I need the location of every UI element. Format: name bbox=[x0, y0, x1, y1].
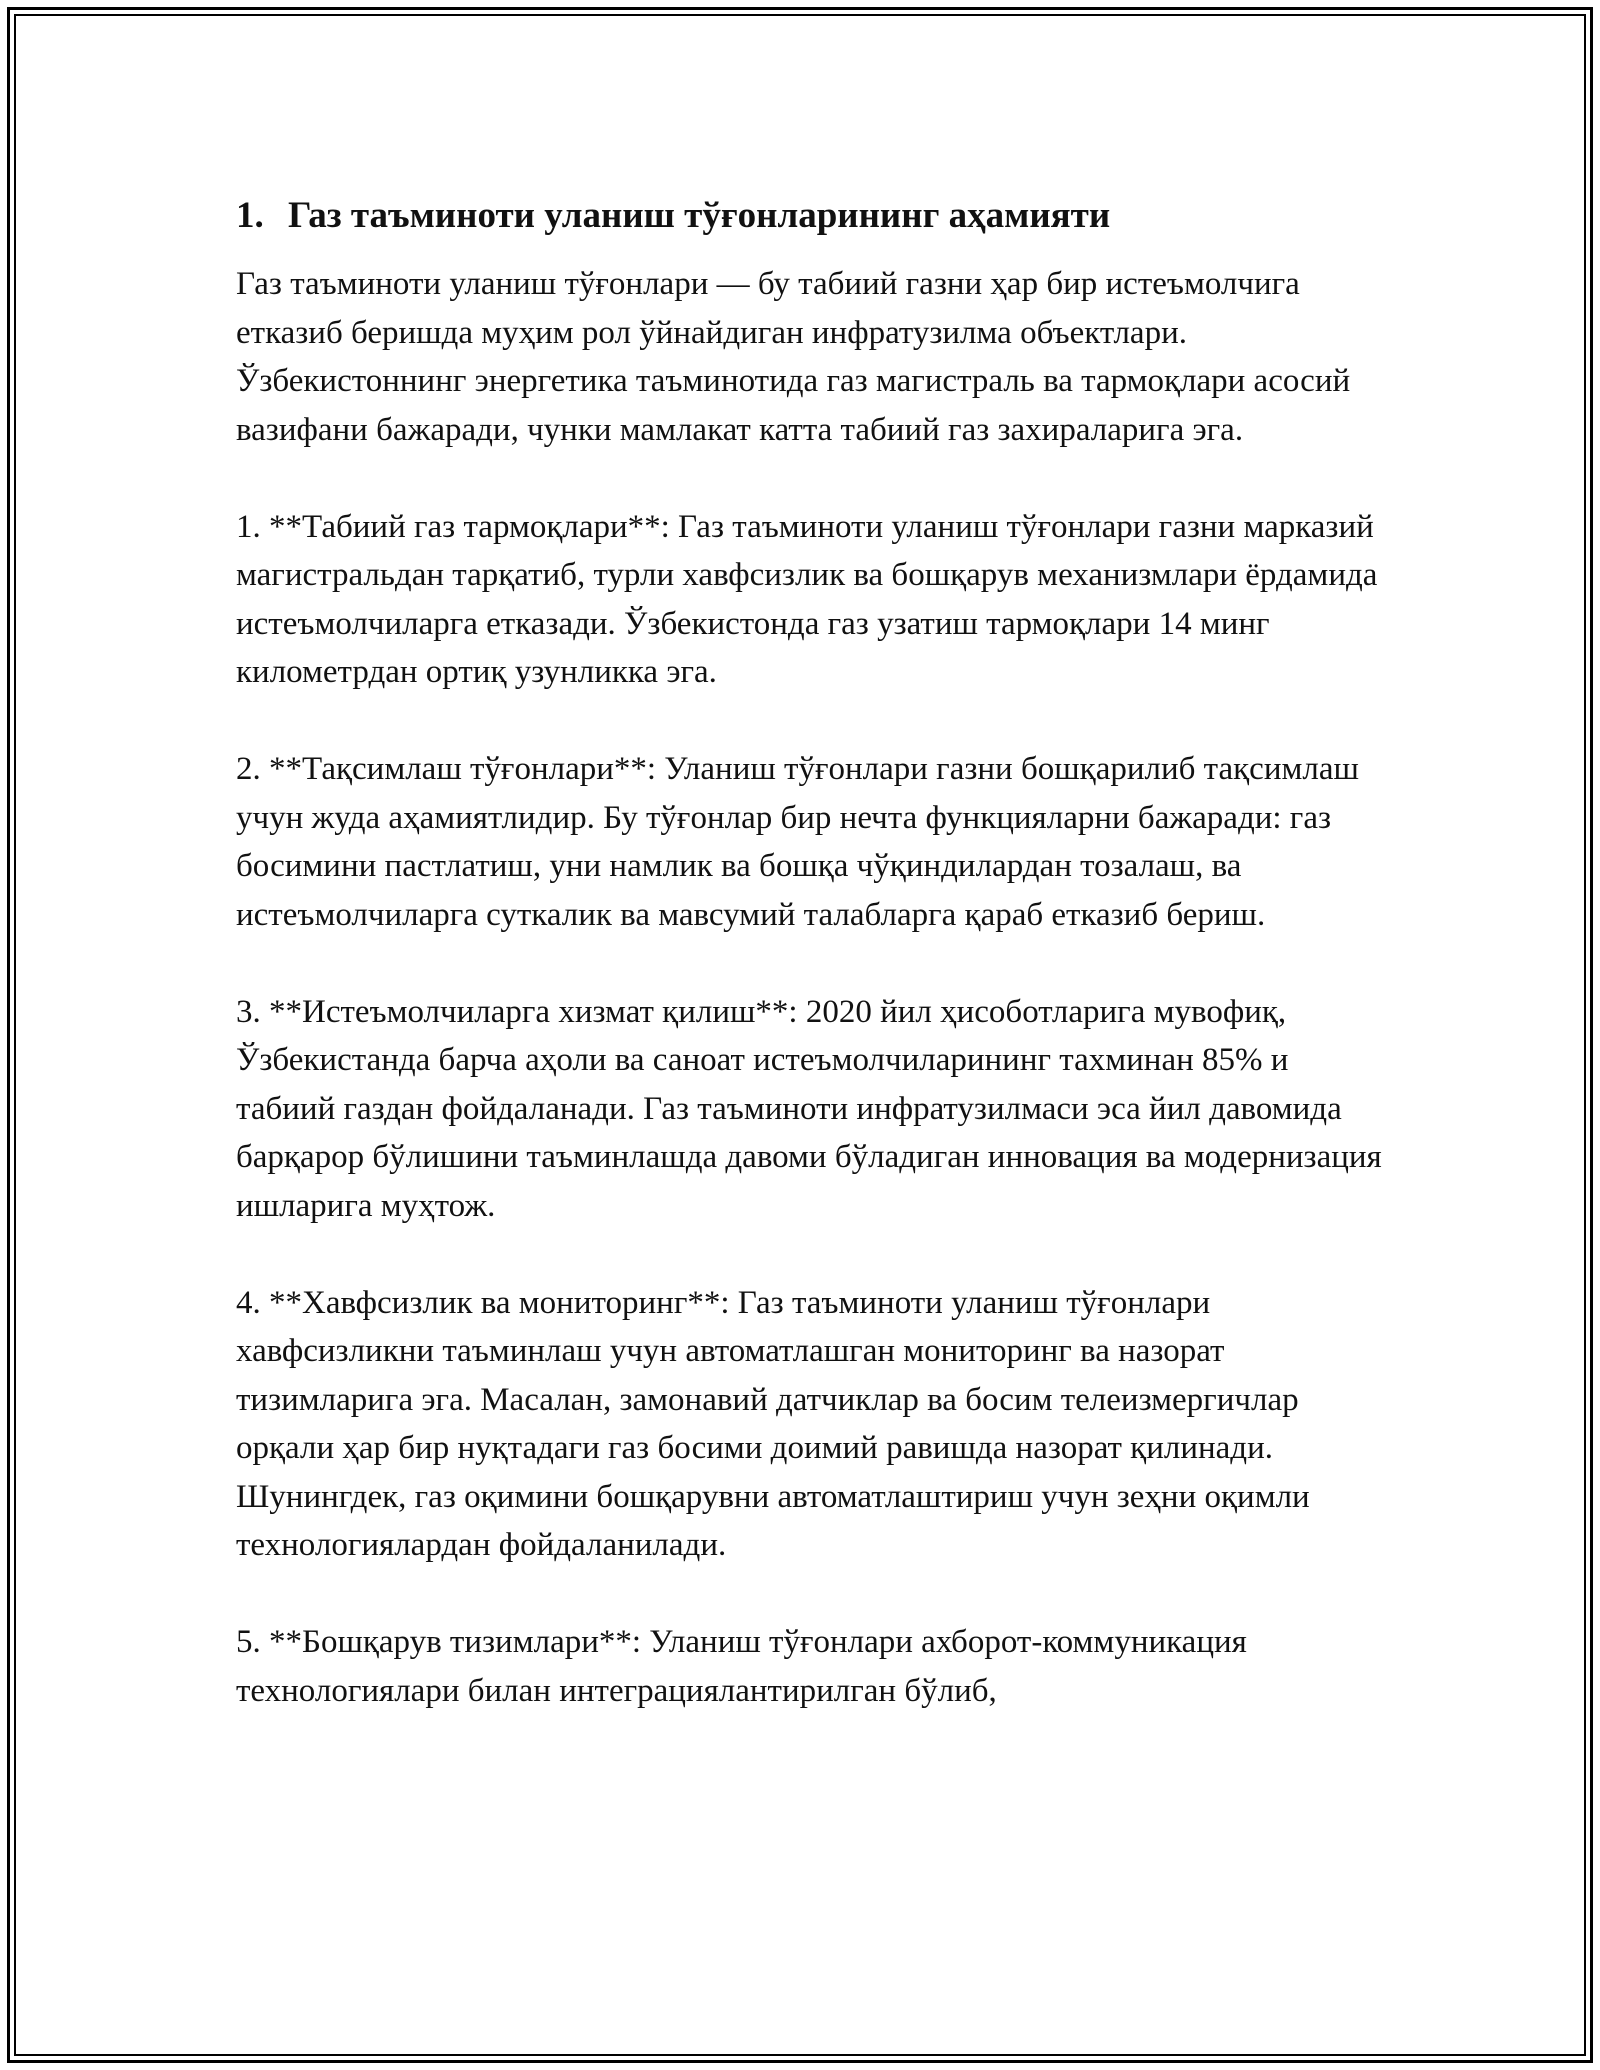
list-item-natural-gas-networks: 1. **Табиий газ тармоқлари**: Газ таъминоти уланиш тўғонлари газни марказий магистральдан тарқатиб, турли хавфсизлик ва бошқарув механизмлари ёрдамида истеъмолчиларга етказади. Ўзбекистонда газ узатиш тармоқлари 14 минг километрдан ортиқ узунликка эга. bbox=[236, 508, 1378, 690]
intro-paragraph: Газ таъминоти уланиш тўғонлари — бу табиий газни ҳар бир истеъмолчига етказиб беришда муҳим рол ўйнайдиган инфратузилма объектлари. Ўзбекистоннинг энергетика таъминотида газ магистраль ва тармоқлари асосий вазифани бажаради, чунки мамлакат катта табиий газ захираларига эга. bbox=[236, 266, 1351, 448]
document-body bbox=[236, 186, 1386, 1715]
list-item-consumer-service: 3. **Истеъмолчиларга хизмат қилиш**: 2020 йил ҳисоботларига мувофиқ, Ўзбекистанда барча аҳоли ва саноат истеъмолчиларининг тахминан 85% и табиий газдан фойдаланади. Газ таъминоти инфратузилмаси эса йил давомида барқарор бўлишини таъминлашда давоми бўладиган инновация ва модернизация ишларига муҳтож. bbox=[236, 993, 1382, 1224]
section-title: Газ таъминоти уланиш тўғонларининг аҳамияти bbox=[288, 195, 1111, 236]
list-item-control-systems: 5. **Бошқарув тизимлари**: Уланиш тўғонлари ахборот-коммуникация технологиялари билан интеграциялантирилган бўлиб, bbox=[236, 1624, 1247, 1709]
list-item-safety-monitoring: 4. **Хавфсизлик ва мониторинг**: Газ таъминоти уланиш тўғонлари хавфсизликни таъминлаш учун автоматлашган мониторинг ва назорат тизимларига эга. Масалан, замонавий датчиклар ва босим телеизмергичлар орқали ҳар бир нуқтадаги газ босими доимий равишда назорат қилинади. Шунингдек, газ оқимини бошқарувни автоматлаштириш учун зеҳни оқимли технологиялардан фойдаланилади. bbox=[236, 1284, 1310, 1563]
list-item-distribution: 2. **Тақсимлаш тўғонлари**: Уланиш тўғонлари газни бошқарилиб тақсимлаш учун жуда аҳамиятлидир. Бу тўғонлар бир нечта функцияларни бажаради: газ босимини пастлатиш, уни намлик ва бошқа чўқиндилардан тозалаш, ва истеъмолчиларга суткалик ва мавсумий талабларга қараб етказиб бериш. bbox=[236, 751, 1359, 933]
section-number: 1. bbox=[236, 195, 264, 236]
section-heading bbox=[236, 186, 1386, 246]
